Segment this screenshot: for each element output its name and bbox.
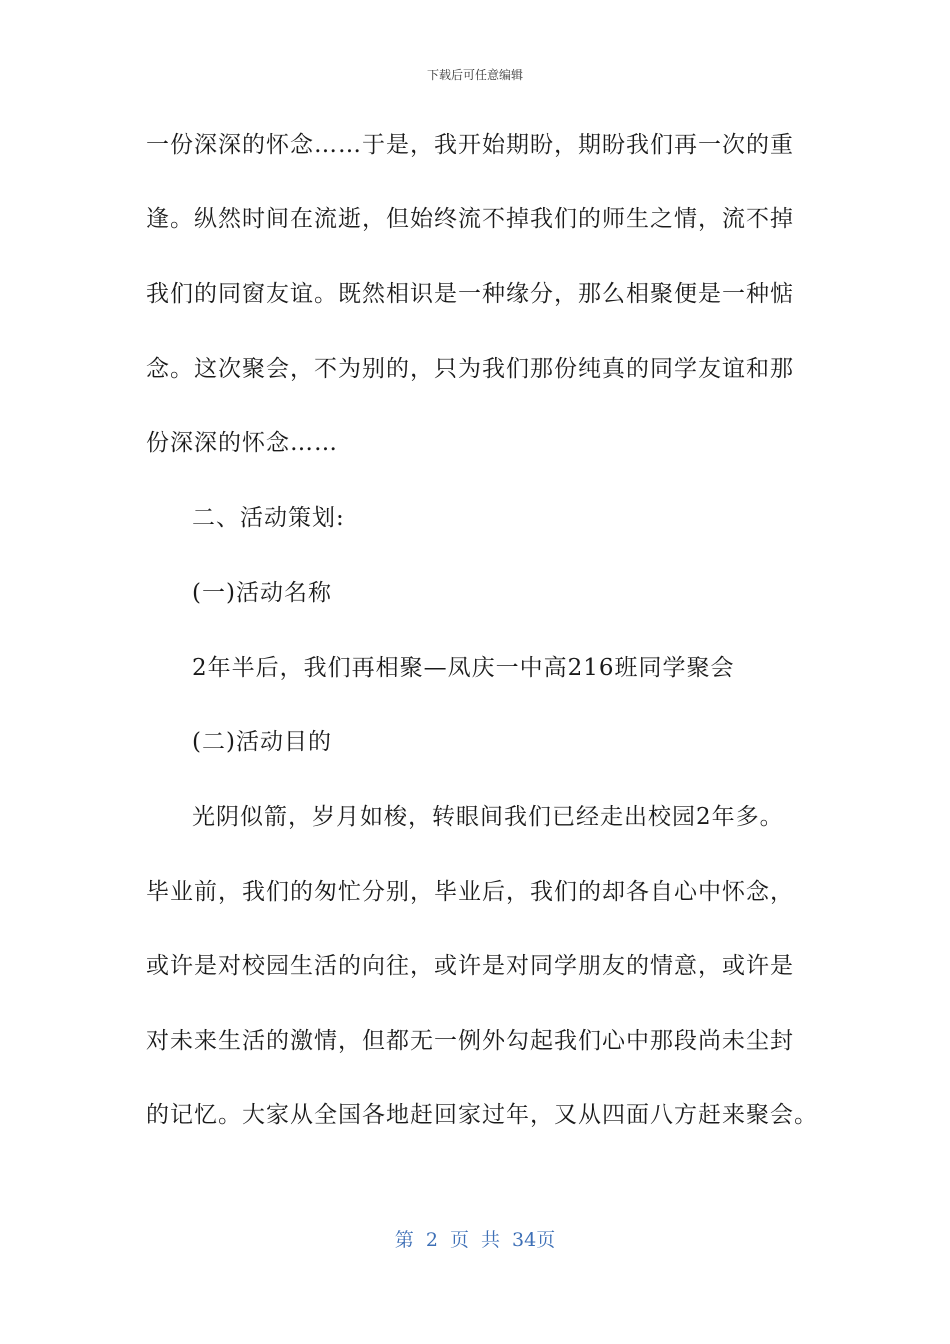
paragraph-line: 或许是对校园生活的向往，或许是对同学朋友的情意，或许是	[146, 953, 794, 979]
paragraph-line: 念。这次聚会，不为别的，只为我们那份纯真的同学友谊和那	[146, 356, 794, 382]
paragraph-line: 我们的同窗友谊。既然相识是一种缘分，那么相聚便是一种惦	[146, 281, 794, 307]
section-heading: 二、活动策划:	[192, 505, 345, 531]
paragraph-line: 份深深的怀念……	[146, 430, 338, 456]
page-number: 第 2 页 共 34页	[394, 1229, 556, 1251]
paragraph-line: 对未来生活的激情，但都无一例外勾起我们心中那段尚未尘封	[146, 1028, 794, 1054]
paragraph-line: 毕业前，我们的匆忙分别，毕业后，我们的却各自心中怀念，	[146, 879, 794, 905]
paragraph-line: 的记忆。大家从全国各地赶回家过年，又从四面八方赶来聚会。	[146, 1102, 818, 1128]
paragraph-line: 逢。纵然时间在流逝，但始终流不掉我们的师生之情，流不掉	[146, 206, 794, 232]
subsection-heading: (一)活动名称	[192, 580, 332, 606]
paragraph-line: 一份深深的怀念……于是，我开始期盼，期盼我们再一次的重	[146, 132, 794, 158]
subsection-heading: (二)活动目的	[192, 729, 332, 755]
activity-name-text: 2年半后，我们再相聚—凤庆一中高216班同学聚会	[192, 655, 735, 681]
paragraph-line: 光阴似箭，岁月如梭，转眼间我们已经走出校园2年多。	[192, 804, 784, 830]
header-note: 下载后可任意编辑	[426, 68, 523, 82]
